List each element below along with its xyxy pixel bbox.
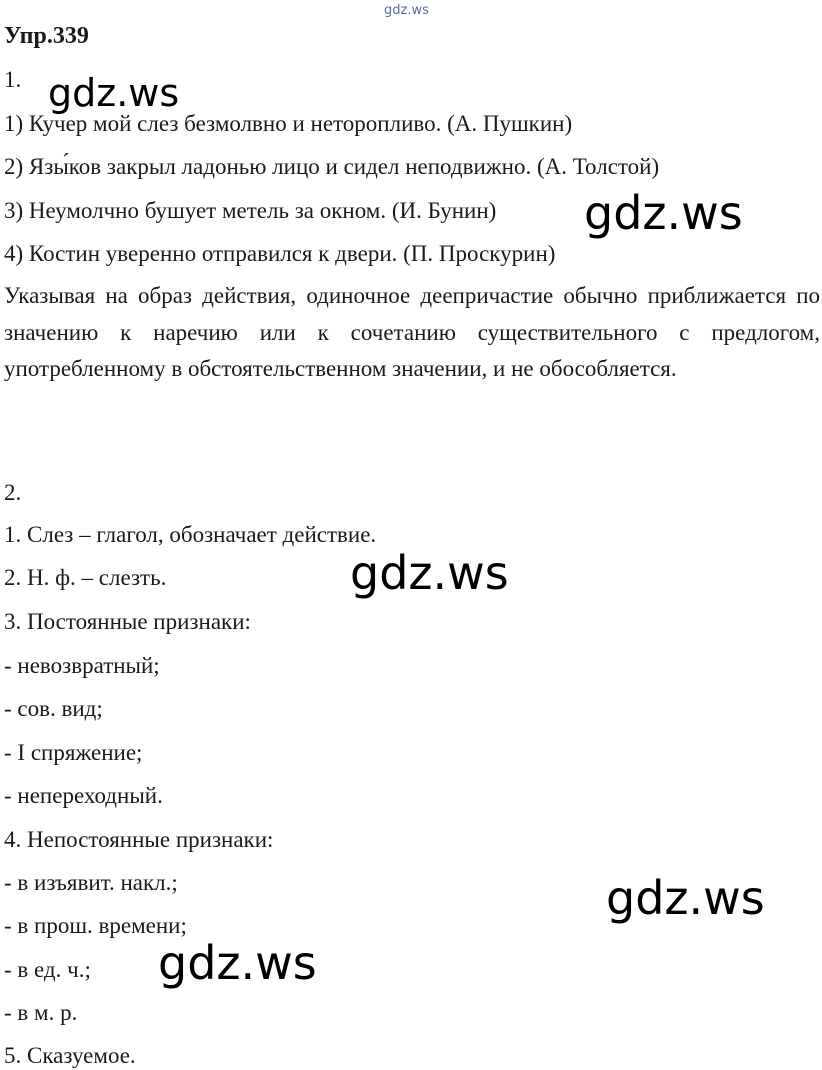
section-2-number: 2. xyxy=(4,480,22,505)
analysis-line: 2. Н. ф. – слезть. xyxy=(4,565,167,590)
section-1-number: 1. xyxy=(4,67,22,92)
sentence-2: 2) Язы́ков закрыл ладонью лицо и сидел неподвижно. (А. Толстой) xyxy=(4,154,660,179)
watermark: gdz.ws xyxy=(584,186,743,240)
analysis-line: - в ед. ч.; xyxy=(4,957,91,982)
analysis-line: 3. Постоянные признаки: xyxy=(4,609,251,634)
analysis-line: - невозвратный; xyxy=(4,653,160,678)
watermark: gdz.ws xyxy=(158,936,317,990)
sentence-4: 4) Костин уверенно отправился к двери. (П. Проскурин) xyxy=(4,241,556,266)
watermark: gdz.ws xyxy=(48,71,180,115)
sentence-3: 3) Неумолчно бушует метель за окном. (И. Бунин) xyxy=(4,198,497,223)
analysis-line: 5. Сказуемое. xyxy=(4,1043,136,1068)
analysis-line: - в прош. времени; xyxy=(4,913,187,938)
analysis-line: - непереходный. xyxy=(4,783,163,808)
analysis-line: - в изъявит. накл.; xyxy=(4,870,178,895)
watermark: gdz.ws xyxy=(350,546,509,600)
analysis-line: - в м. р. xyxy=(4,1000,78,1025)
exercise-title: Упр.339 xyxy=(4,23,89,49)
watermark: gdz.ws xyxy=(606,871,765,925)
watermark-top: gdz.ws xyxy=(384,3,429,18)
analysis-line: 4. Непостоянные признаки: xyxy=(4,827,274,852)
analysis-line: - сов. вид; xyxy=(4,696,103,721)
explanation-paragraph: Указывая на образ действия, одиночное деепричастие обычно приближается по значению к наречию или к сочетанию существительного с предлогом, употребленному в обстоятельственном значении, и не обособляется. xyxy=(4,283,820,381)
sentence-1: 1) Кучер мой слез безмолвно и неторопливо. (А. Пушкин) xyxy=(4,111,573,136)
analysis-line: 1. Слез – глагол, обозначает действие. xyxy=(4,522,377,547)
analysis-line: - I спряжение; xyxy=(4,740,143,765)
